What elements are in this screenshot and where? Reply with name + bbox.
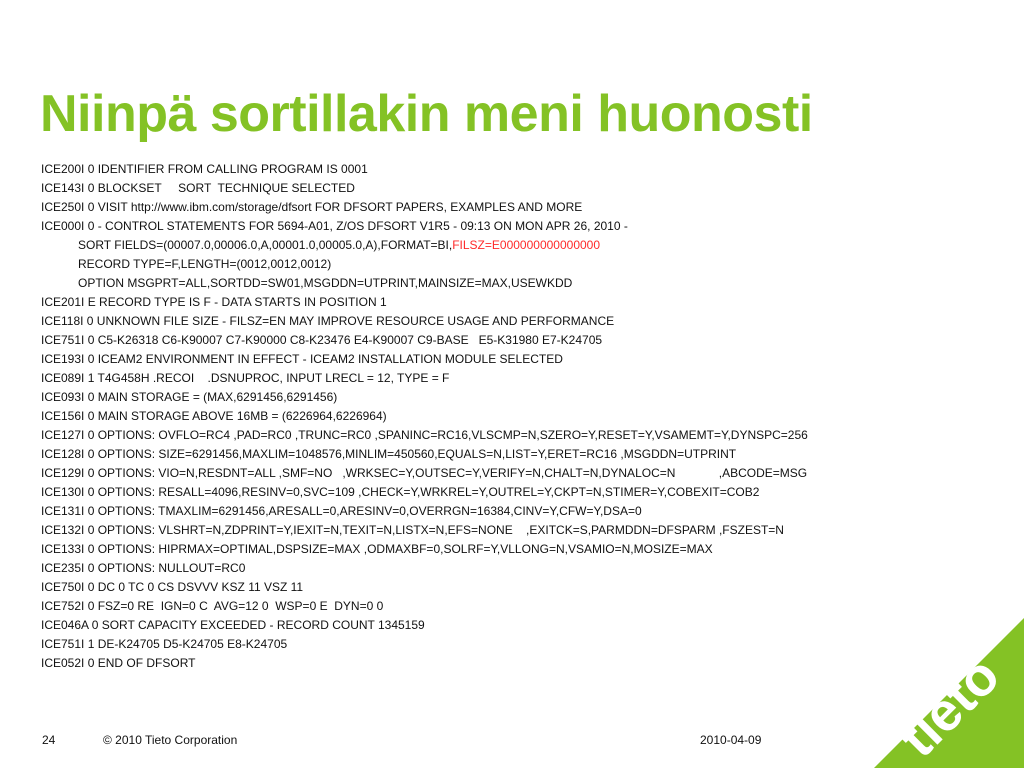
- logo-wordmark: tieto: [888, 645, 1012, 768]
- log-line-text: ICE132I 0 OPTIONS: VLSHRT=N,ZDPRINT=Y,IEXIT=N,TEXIT=N,LISTX=N,EFS=NONE ,EXITCK=S,PARMDDN=DFSPARM ,FSZEST=N: [41, 523, 784, 537]
- log-line-text: ICE250I 0 VISIT http://www.ibm.com/storage/dfsort FOR DFSORT PAPERS, EXAMPLES AND MORE: [41, 200, 583, 214]
- log-line: [41, 635, 921, 654]
- log-line: [41, 407, 921, 426]
- log-line: [41, 597, 921, 616]
- log-line: [41, 521, 921, 540]
- copyright: © 2010 Tieto Corporation: [103, 733, 238, 747]
- log-line-text: ICE201I E RECORD TYPE IS F - DATA STARTS IN POSITION 1: [41, 295, 387, 309]
- tieto-logo-icon: [874, 618, 1024, 768]
- log-line-text: ICE128I 0 OPTIONS: SIZE=6291456,MAXLIM=1048576,MINLIM=450560,EQUALS=N,LIST=Y,ERET=RC16 ,MSGDDN=UTPRINT: [41, 447, 737, 461]
- log-line: [41, 616, 921, 635]
- log-line: [41, 312, 921, 331]
- footer: [0, 733, 1024, 753]
- log-line: [41, 426, 921, 445]
- slide-title: Niinpä sortillakin meni huonosti: [40, 85, 813, 143]
- log-line-text: ICE130I 0 OPTIONS: RESALL=4096,RESINV=0,SVC=109 ,CHECK=Y,WRKREL=Y,OUTREL=Y,CKPT=N,STIMER=Y,COBEXIT=COB2: [41, 485, 760, 499]
- log-line-text: ICE127I 0 OPTIONS: OVFLO=RC4 ,PAD=RC0 ,TRUNC=RC0 ,SPANINC=RC16,VLSCMP=N,SZERO=Y,RESET=Y,VSAMEMT=Y,DYNSPC=256: [41, 428, 808, 442]
- log-line-text: ICE046A 0 SORT CAPACITY EXCEEDED - RECORD COUNT 1345159: [41, 618, 425, 632]
- log-line: [41, 483, 921, 502]
- log-line-text: ICE750I 0 DC 0 TC 0 CS DSVVV KSZ 11 VSZ 11: [41, 580, 304, 594]
- log-line: [41, 369, 921, 388]
- log-line-text: ICE143I 0 BLOCKSET SORT TECHNIQUE SELECTED: [41, 181, 355, 195]
- log-line-text: OPTION MSGPRT=ALL,SORTDD=SW01,MSGDDN=UTPRINT,MAINSIZE=MAX,USEWKDD: [78, 276, 573, 290]
- log-line: [41, 179, 921, 198]
- log-line: [41, 388, 921, 407]
- log-line-text: ICE751I 1 DE-K24705 D5-K24705 E8-K24705: [41, 637, 288, 651]
- log-line-text: ICE089I 1 T4G458H .RECOI .DSNUPROC, INPUT LRECL = 12, TYPE = F: [41, 371, 450, 385]
- log-line: [41, 160, 921, 179]
- log-line-text: ICE118I 0 UNKNOWN FILE SIZE - FILSZ=EN MAY IMPROVE RESOURCE USAGE AND PERFORMANCE: [41, 314, 615, 328]
- log-line-text: ICE129I 0 OPTIONS: VIO=N,RESDNT=ALL ,SMF=NO ,WRKSEC=Y,OUTSEC=Y,VERIFY=N,CHALT=N,DYNALOC=N ,ABCODE=MSG: [41, 466, 808, 480]
- log-line: [41, 293, 921, 312]
- log-line-text: ICE093I 0 MAIN STORAGE = (MAX,6291456,6291456): [41, 390, 338, 404]
- log-line-text: SORT FIELDS=(00007.0,00006.0,A,00001.0,00005.0,A),FORMAT=BI,: [78, 238, 453, 252]
- dfsort-log: [41, 160, 921, 673]
- log-line: [41, 654, 921, 673]
- log-line: [41, 198, 921, 217]
- log-line-highlight: FILSZ=E000000000000000: [452, 238, 601, 252]
- log-line: [41, 578, 921, 597]
- log-line: [41, 350, 921, 369]
- log-line: [41, 331, 921, 350]
- log-line: [41, 217, 921, 236]
- log-line-text: ICE000I 0 - CONTROL STATEMENTS FOR 5694-A01, Z/OS DFSORT V1R5 - 09:13 ON MON APR 26, 2010 -: [41, 219, 628, 233]
- log-line-text: ICE200I 0 IDENTIFIER FROM CALLING PROGRAM IS 0001: [41, 162, 368, 176]
- log-line-text: ICE193I 0 ICEAM2 ENVIRONMENT IN EFFECT - ICEAM2 INSTALLATION MODULE SELECTED: [41, 352, 563, 366]
- log-line: [41, 255, 921, 274]
- log-line-text: ICE156I 0 MAIN STORAGE ABOVE 16MB = (6226964,6226964): [41, 409, 387, 423]
- log-line-text: ICE052I 0 END OF DFSORT: [41, 656, 196, 670]
- log-line-text: ICE235I 0 OPTIONS: NULLOUT=RC0: [41, 561, 246, 575]
- log-line: [41, 464, 921, 483]
- footer-date: 2010-04-09: [700, 733, 762, 747]
- log-line: [41, 559, 921, 578]
- log-line: [41, 236, 921, 255]
- log-line-text: ICE131I 0 OPTIONS: TMAXLIM=6291456,ARESALL=0,ARESINV=0,OVERRGN=16384,CINV=Y,CFW=Y,DSA=0: [41, 504, 642, 518]
- log-line: [41, 540, 921, 559]
- log-line-text: RECORD TYPE=F,LENGTH=(0012,0012,0012): [78, 257, 332, 271]
- log-line: [41, 502, 921, 521]
- log-line-text: ICE752I 0 FSZ=0 RE IGN=0 C AVG=12 0 WSP=0 E DYN=0 0: [41, 599, 384, 613]
- log-line: [41, 274, 921, 293]
- page-number: 24: [42, 733, 56, 747]
- log-line-text: ICE133I 0 OPTIONS: HIPRMAX=OPTIMAL,DSPSIZE=MAX ,ODMAXBF=0,SOLRF=Y,VLLONG=N,VSAMIO=N,MOSIZE=MAX: [41, 542, 713, 556]
- log-line-text: ICE751I 0 C5-K26318 C6-K90007 C7-K90000 C8-K23476 E4-K90007 C9-BASE E5-K31980 E7-K24705: [41, 333, 603, 347]
- log-line: [41, 445, 921, 464]
